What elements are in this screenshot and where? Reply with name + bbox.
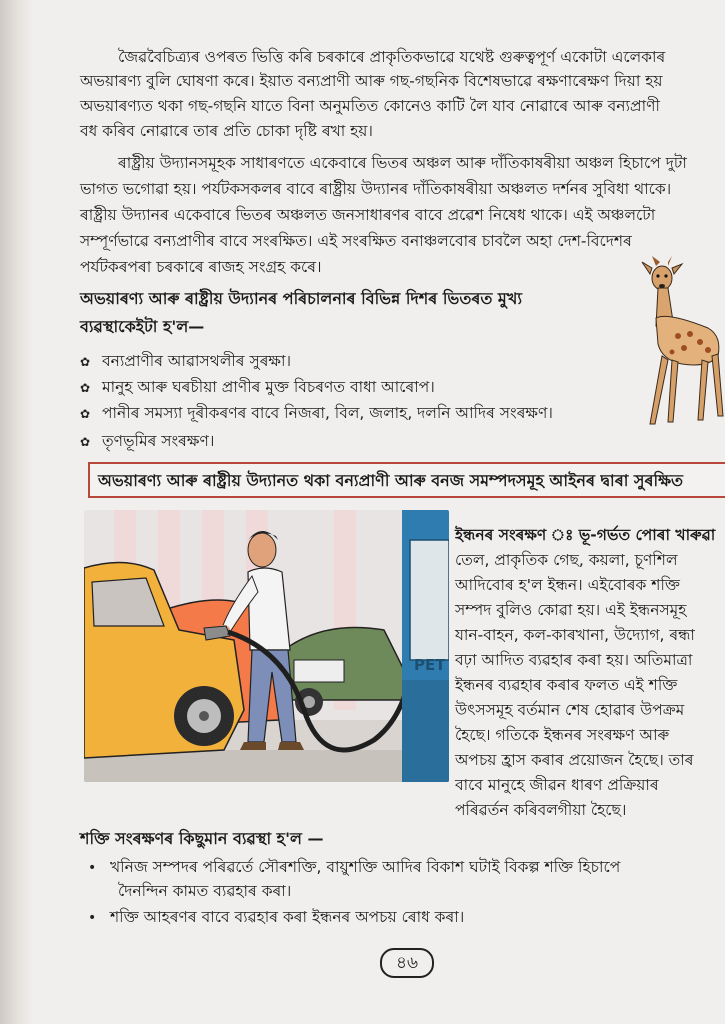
deer-illustration xyxy=(638,256,725,428)
dot-bullet-icon: • xyxy=(88,910,97,926)
management-heading-line1: অভয়াৰণ্য আৰু ৰাষ্ট্ৰীয় উদ্যানৰ পৰিচালনাৰ বিভিন্ন দিশৰ ভিতৰত মুখ্য xyxy=(80,289,522,308)
fuel-text-line6: বঢ়া আদিত ব্যৱহাৰ কৰা হয়। অতিমাত্ৰা xyxy=(455,651,693,669)
paragraph2-line1: ৰাষ্ট্ৰীয় উদ্যানসমূহক সাধাৰণতে একেবাৰে ভিতৰ অঞ্চল আৰু দাঁতিকাষৰীয়া অঞ্চল হিচাপে দুটা xyxy=(118,154,687,172)
energy-conservation-heading: শক্তি সংৰক্ষণৰ কিছুমান ব্যৱস্থা হ'ল — xyxy=(80,829,324,848)
management-heading-line2: ব্যৱস্থাকেইটা হ'ল— xyxy=(80,317,205,336)
paragraph2-line4: সম্পূৰ্ণভাৱে বন্যপ্ৰাণীৰ বাবে সংৰক্ষিত। এই সংৰক্ষিত বনাঞ্চলবোৰ চাবলৈ অহা দেশ-বিদেশৰ xyxy=(80,232,632,250)
paragraph2-line3: ৰাষ্ট্ৰীয় উদ্যানৰ একেবাৰে ভিতৰ অঞ্চলত জনসাধাৰণৰ বাবে প্ৰৱেশ নিষেধ থাকে। এই অঞ্চলটো xyxy=(80,206,656,224)
pump-label: PET xyxy=(414,656,446,674)
fuel-text-line7: ইন্ধনৰ ব্যৱহাৰ কৰাৰ ফলত এই শক্তি xyxy=(455,676,678,694)
fuel-text-line11: বাবে মানুহে জীৱন ধাৰণ প্ৰক্ৰিয়াৰ xyxy=(455,776,659,794)
page-number: ৪৬ xyxy=(380,948,434,978)
list-item xyxy=(88,856,620,879)
dot-bullet-icon: • xyxy=(88,860,97,876)
fuel-text-line4: সম্পদ বুলিও কোৱা হয়। এই ইন্ধনসমূহ xyxy=(455,601,687,619)
fuel-heading: ইন্ধনৰ সংৰক্ষণ ঃ ভূ-গৰ্ভত পোৰা খাৰুৱা xyxy=(455,526,716,544)
list-item xyxy=(80,350,291,373)
fuel-text-line10: অপচয় হ্ৰাস কৰাৰ প্ৰয়োজন হৈছে। তাৰ xyxy=(455,751,694,769)
boxed-heading xyxy=(88,462,725,498)
boxed-heading-text: অভয়াৰণ্য আৰু ৰাষ্ট্ৰীয় উদ্যানত থকা বন্যপ্ৰাণী আৰু বনজ সমম্পদসমূহ আইনৰ দ্বাৰা সুৰক্ষিত xyxy=(98,471,684,490)
paragraph1-line2: অভয়াৰণ্য বুলি ঘোষণা কৰে। ইয়াত বন্যপ্ৰাণী আৰু গছ-গছনিক বিশেষভাৱে ৰক্ষণাৰেক্ষণ দিয়া হয় xyxy=(80,72,663,90)
fuel-text-line3: আদিবোৰ হ'ল ইন্ধন। এইবোৰক শক্তি xyxy=(455,576,680,594)
flower-bullet-icon: ✿ xyxy=(80,435,91,449)
paragraph1-line1: জৈৱবৈচিত্ৰ্যৰ ওপৰত ভিত্তি কৰি চৰকাৰে প্ৰাকৃতিকভাৱে যথেষ্ট গুৰুত্বপূৰ্ণ একোটা এলেকাৰ xyxy=(118,48,666,66)
list-item-continuation: দৈনন্দিন কামত ব্যৱহাৰ কৰা। xyxy=(118,882,292,900)
fuel-text-line1 xyxy=(455,524,715,547)
list-item-text: পানীৰ সমস্যা দূৰীকৰণৰ বাবে নিজৰা, বিল, জলাহ, দলনি আদিৰ সংৰক্ষণ। xyxy=(102,404,553,422)
list-item-text: মানুহ আৰু ঘৰচীয়া প্ৰাণীৰ মুক্ত বিচৰণত বাধা আৰোপ। xyxy=(102,378,435,396)
list-item xyxy=(80,430,214,453)
binding-shadow xyxy=(0,0,34,1024)
fuel-text-line5: যান-বাহন, কল-কাৰখানা, উদ্যোগ, ৰন্ধা xyxy=(455,626,695,644)
petrol-pump-illustration xyxy=(84,510,449,782)
flower-bullet-icon: ✿ xyxy=(80,355,91,369)
list-item-text: বন্যপ্ৰাণীৰ আৱাসথলীৰ সুৰক্ষা। xyxy=(102,352,292,370)
fuel-text-line9: হৈছে। গতিকে ইন্ধনৰ সংৰক্ষণ আৰু xyxy=(455,726,670,744)
paragraph2-line2: ভাগত ভগোৱা হয়। পৰ্যটকসকলৰ বাবে ৰাষ্ট্ৰীয় উদ্যানৰ দাঁতিকাষৰীয়া অঞ্চলত দৰ্শনৰ সুবিধা থাকে। xyxy=(80,180,672,198)
list-item xyxy=(80,402,553,425)
paragraph1-line4: বধ কৰিব নোৱাৰে তাৰ প্ৰতি চোকা দৃষ্টি ৰখা হয়। xyxy=(80,122,373,140)
list-item-text: খনিজ সম্পদৰ পৰিৱৰ্তে সৌৰশক্তি, বায়ুশক্তি আদিৰ বিকাশ ঘটাই বিকল্প শক্তি হিচাপে xyxy=(110,858,621,876)
list-item-text: শক্তি আহৰণৰ বাবে ব্যৱহাৰ কৰা ইন্ধনৰ অপচয় ৰোধ কৰা। xyxy=(110,908,465,926)
flower-bullet-icon: ✿ xyxy=(80,381,91,395)
fuel-text-line12: পৰিৱৰ্তন কৰিবলগীয়া হৈছে। xyxy=(455,801,627,819)
list-item-text: তৃণভূমিৰ সংৰক্ষণ। xyxy=(102,432,215,450)
paragraph1-line3: অভয়াৰণ্যত থকা গছ-গছনি যাতে বিনা অনুমতিত কোনেও কাটি লৈ যাব নোৱাৰে আৰু বন্যপ্ৰাণী xyxy=(80,97,660,115)
list-item xyxy=(88,906,464,929)
list-item xyxy=(80,376,435,399)
flower-bullet-icon: ✿ xyxy=(80,407,91,421)
fuel-text-line8: উৎসসমূহ বৰ্তমান শেষ হোৱাৰ উপক্ৰম xyxy=(455,701,685,719)
fuel-text-line2: তেল, প্ৰাকৃতিক গেছ, কয়লা, চূণশিল xyxy=(455,551,678,569)
paragraph2-line5: পৰ্যটকৰপৰা চৰকাৰে ৰাজহ সংগ্ৰহ কৰে। xyxy=(80,258,322,276)
